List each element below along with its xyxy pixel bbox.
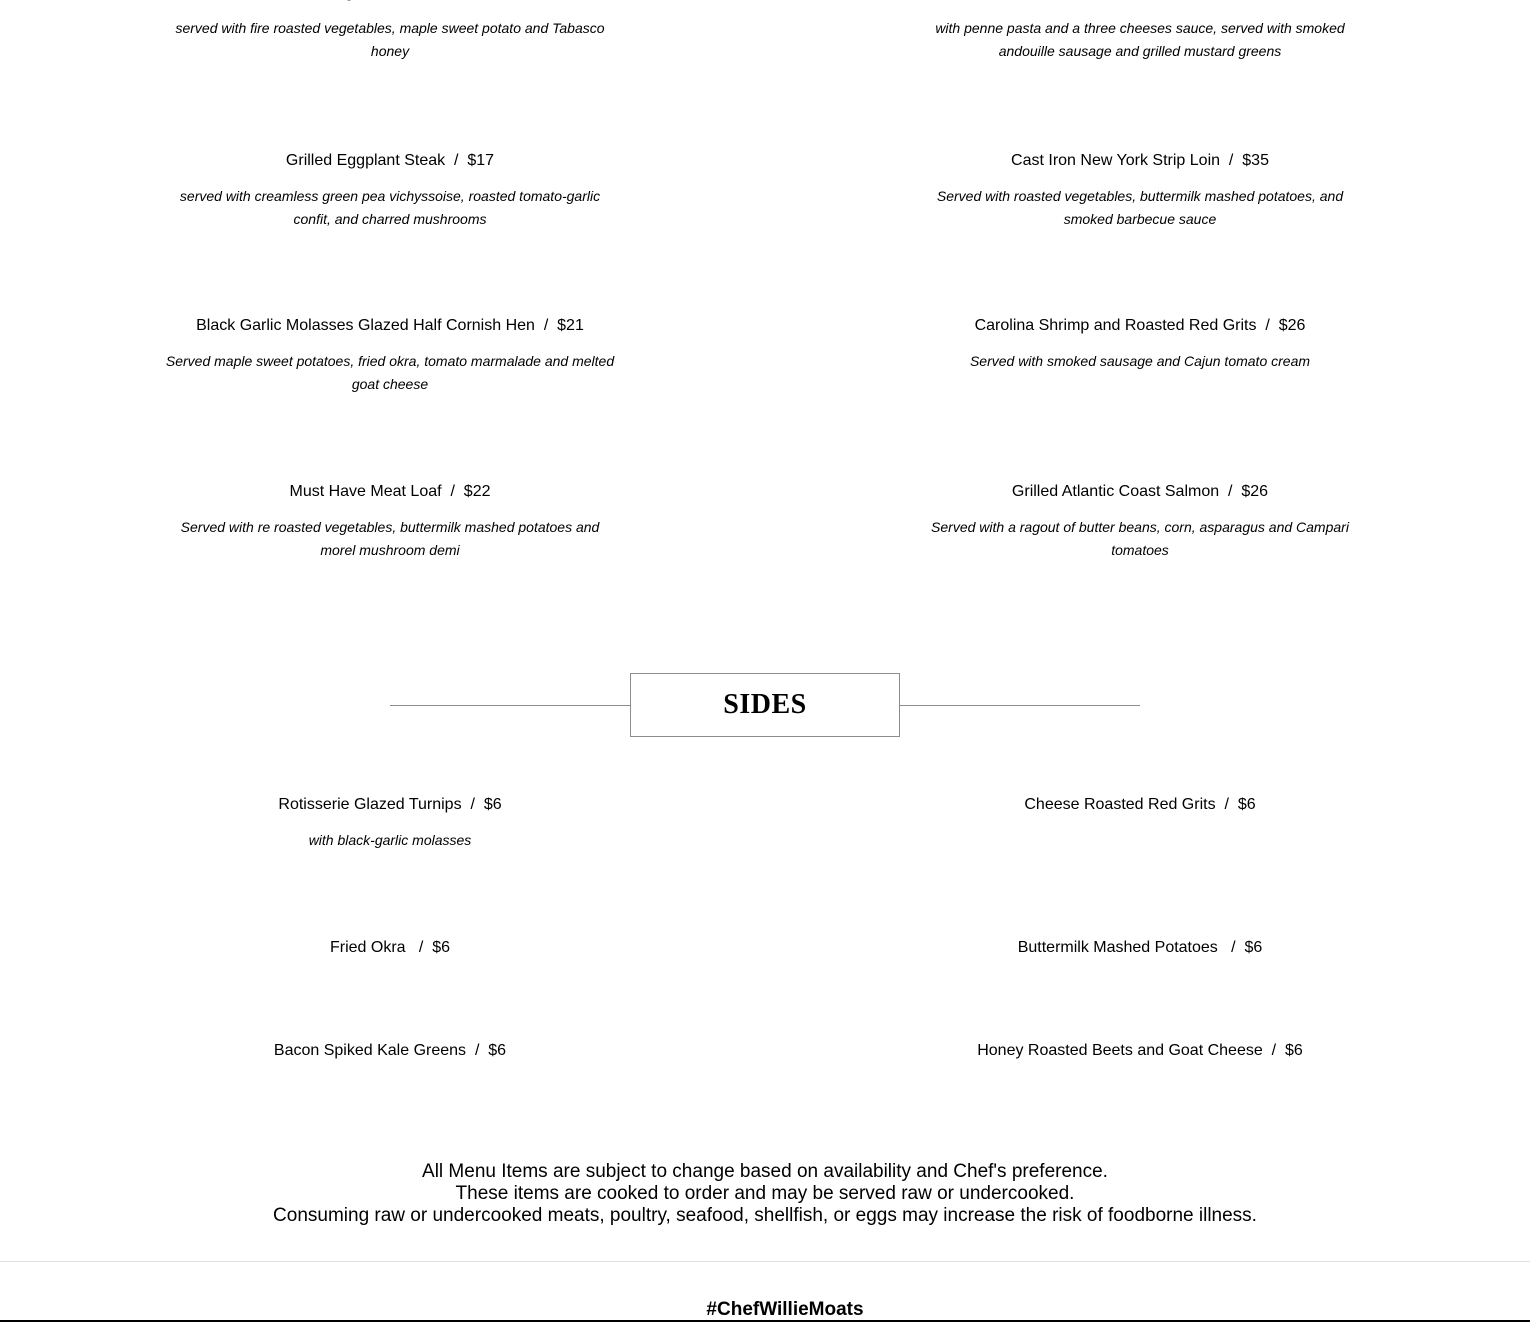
menu-item-price [1261, 0, 1288, 1]
menu-item [905, 0, 1375, 62]
price-separator: / [409, 939, 433, 956]
side-item-title [905, 938, 1375, 958]
side-item-price: $6 [1284, 1042, 1303, 1059]
side-item-title [905, 1041, 1375, 1061]
menu-item-description: Served with smoked sausage and Cajun tomato cream [969, 353, 1311, 369]
menu-item-title [905, 0, 1375, 3]
side-item-name: Buttermilk Mashed Potatoes [1017, 939, 1223, 956]
menu-disclaimer [265, 1161, 1265, 1227]
price-separator: / [441, 483, 464, 500]
menu-item-price: $35 [1242, 152, 1269, 169]
side-item-price: $6 [488, 1042, 507, 1059]
menu-item-description: served with creamless green pea vichyssoise, roasted tomato-garlic confit, and charred mushrooms [179, 188, 601, 227]
side-item-title [155, 938, 625, 958]
side-item-price: $6 [483, 796, 502, 813]
menu-item-price [477, 0, 504, 1]
menu-item-price: $26 [1241, 483, 1269, 500]
page-bottom-border [0, 1320, 1530, 1322]
menu-item [905, 316, 1375, 373]
menu-item-price: $26 [1278, 317, 1306, 334]
side-item [155, 938, 625, 958]
price-separator: / [461, 796, 484, 813]
menu-item [905, 482, 1375, 561]
menu-item-description: Served with roasted vegetables, buttermilk mashed potatoes, and smoked barbecue sauce [936, 188, 1344, 227]
side-item-name: Bacon Spiked Kale Greens [273, 1042, 467, 1059]
menu-item-name [992, 0, 1239, 1]
footer-divider [0, 1261, 1530, 1262]
side-item-name: Rotisserie Glazed Turnips [278, 796, 462, 813]
side-item-price: $6 [1244, 939, 1263, 956]
price-separator: / [445, 152, 468, 169]
menu-item-price: $22 [463, 483, 491, 500]
side-item [905, 795, 1375, 815]
menu-item-description: Served with re roasted vegetables, buttermilk mashed potatoes and morel mushroom demi [180, 519, 600, 558]
side-item [155, 795, 625, 852]
menu-item-name: Grilled Atlantic Coast Salmon [1011, 483, 1220, 500]
side-item [905, 1041, 1375, 1061]
menu-item-name [276, 0, 455, 1]
side-item-name: Honey Roasted Beets and Goat Cheese [977, 1042, 1263, 1059]
menu-item-name: Must Have Meat Loaf [289, 483, 442, 500]
menu-item [155, 151, 625, 230]
side-item [905, 938, 1375, 958]
menu-item-description: Served with a ragout of butter beans, corn, asparagus and Campari tomatoes [931, 519, 1349, 558]
menu-item-description: served with fire roasted vegetables, maple sweet potato and Tabasco honey [175, 20, 605, 59]
disclaimer-line: Consuming raw or undercooked meats, poultry, seafood, shellfish, or eggs may increase the risk of foodborne illness. [273, 1205, 1257, 1226]
side-item [155, 1041, 625, 1061]
menu-item-name: Grilled Eggplant Steak [285, 152, 446, 169]
price-separator: / [1219, 483, 1242, 500]
sides-divider-left [390, 705, 630, 706]
price-separator: / [534, 317, 558, 334]
sides-heading-box [630, 673, 900, 737]
menu-item-name: Carolina Shrimp and Roasted Red Grits [974, 317, 1257, 334]
price-separator [1239, 0, 1261, 1]
price-separator: / [1220, 152, 1243, 169]
side-item-description: with black-garlic molasses [308, 832, 472, 848]
price-separator: / [1215, 796, 1238, 813]
menu-item [155, 316, 625, 395]
price-separator: / [466, 1042, 489, 1059]
menu-item-name: Cast Iron New York Strip Loin [1011, 152, 1221, 169]
menu-item-description: Served maple sweet potatoes, fried okra, tomato marmalade and melted goat cheese [165, 353, 615, 392]
side-item-price: $6 [1237, 796, 1256, 813]
menu-item [155, 482, 625, 561]
menu-item-title [155, 151, 625, 171]
disclaimer-line: All Menu Items are subject to change based on availability and Chef's preference. [422, 1161, 1108, 1182]
side-item-title [155, 1041, 625, 1061]
menu-item-price: $17 [467, 152, 495, 169]
menu-item-name: Black Garlic Molasses Glazed Half Cornish Hen [196, 317, 535, 334]
side-item-price: $6 [432, 939, 451, 956]
price-separator [455, 0, 477, 1]
side-item-name: Cheese Roasted Red Grits [1024, 796, 1216, 813]
menu-item-title [155, 316, 625, 336]
disclaimer-line: These items are cooked to order and may be served raw or undercooked. [455, 1183, 1075, 1204]
footer-hashtag[interactable]: #ChefWillieMoats [706, 1299, 864, 1320]
price-separator: / [1256, 317, 1279, 334]
menu-item-price: $21 [557, 317, 584, 334]
menu-item-title [155, 0, 625, 3]
menu-item-title [155, 482, 625, 502]
price-separator: / [1222, 939, 1245, 956]
menu-item-title [905, 151, 1375, 171]
side-item-title [155, 795, 625, 815]
menu-item [155, 0, 625, 62]
menu-item-description: with penne pasta and a three cheeses sauce, served with smoked andouille sausage and grilled mustard greens [935, 20, 1345, 59]
menu-item-title [905, 482, 1375, 502]
price-separator: / [1262, 1042, 1285, 1059]
menu-item-title [905, 316, 1375, 336]
sides-heading: SIDES [723, 689, 807, 720]
side-item-name: Fried Okra [329, 939, 410, 956]
sides-divider-right [900, 705, 1140, 706]
side-item-title [905, 795, 1375, 815]
menu-item [905, 151, 1375, 230]
